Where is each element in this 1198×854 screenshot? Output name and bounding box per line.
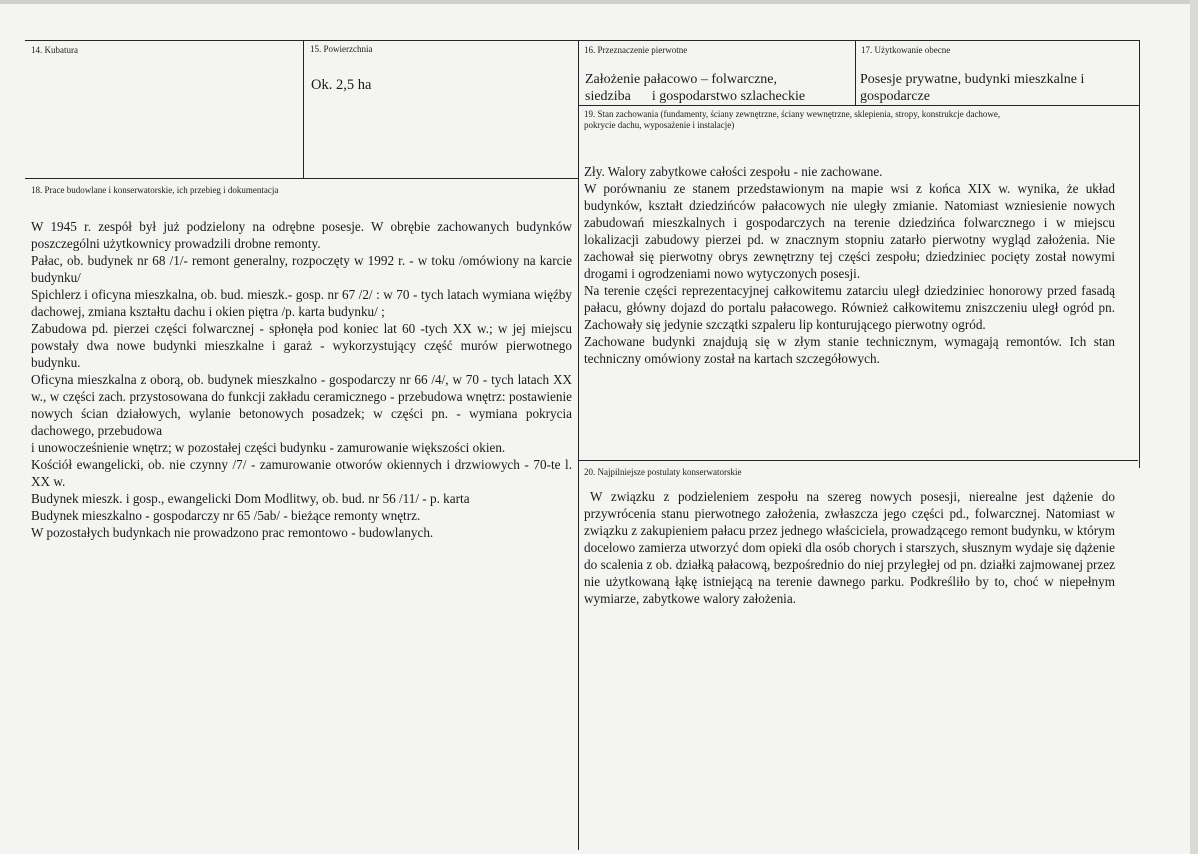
- przeznaczenie-label: 16. Przeznaczenie pierwotne: [584, 45, 688, 55]
- uzytkowanie-label: 17. Użytkowanie obecne: [861, 45, 951, 55]
- prace-paragraph-4: Zabudowa pd. pierzei części folwarcznej - spłonęła pod koniec lat 60 -tych XX w.; w jej miejscu powstały dwa nowe budynki mieszkalne i garaż - wykorzystujący część murów pierwotnego budynku.: [31, 321, 572, 370]
- grid-line-top: [25, 40, 1140, 41]
- postulaty-text: [584, 488, 1115, 607]
- powierzchnia-label: 15. Powierzchnia: [310, 44, 373, 54]
- grid-line-col2: [578, 40, 579, 850]
- postulaty-paragraph-1: W związku z podzieleniem zespołu na szereg nowych posesji, nierealne jest dążenie do przywrócenia stanu pierwotnego założenia, zwłaszcza jego części pd., folwarcznej. Natomiast w związku z zakupieniem pałacu przez jednego właściciela, prowadzącego remont budynku, w którym docelowo zamierza utworzyć dom opieki dla osób chorych i starszych, słusznym wydaje się dążenie do scalenia z ob. działką pałacową, bezpośrednio do niej przyległej od pn. działki zajmowanej przez nie użytkowaną łąkę istniejącą na terenie dawnego parku. Podkreśliło by to, choć w niepełnym wymiarze, zabytkowe walory założenia.: [584, 489, 1115, 606]
- grid-line-col1: [303, 40, 304, 178]
- grid-line-mid-left: [25, 178, 578, 179]
- scan-top-band: [0, 0, 1198, 4]
- prace-label: 18. Prace budowlane i konserwatorskie, ich przebieg i dokumentacja: [31, 185, 279, 195]
- stan-text: [584, 163, 1115, 367]
- grid-line-row1-right: [578, 105, 1140, 106]
- prace-paragraph-5: Oficyna mieszkalna z oborą, ob. budynek mieszkalno - gospodarczy nr 66 /4/, w 70 - tych latach XX w., w części zach. przystosowana do funkcji zakładu ceramicznego - przebudowa wnętrz: postawienie nowych ścian działowych, wylanie betonowych posadzek; w części pn. - wymiana pokrycia dachowego, przebudowa: [31, 372, 572, 438]
- przeznaczenie-line-1: Założenie pałacowo – folwarczne,: [585, 72, 778, 87]
- uzytkowanie-line-1: Posesje prywatne, budynki mieszkalne i: [860, 72, 1085, 87]
- stan-paragraph-1: Zły. Walory zabytkowe całości zespołu - nie zachowane.: [584, 164, 883, 179]
- stan-label: 19. Stan zachowania (fundamenty, ściany zewnętrzne, ściany wewnętrzne, sklepienia, stropy, konstrukcje dachowe, pokrycie dachu, wyposażenie i instalacje): [584, 109, 1001, 130]
- scan-right-edge: [1190, 0, 1198, 854]
- prace-paragraph-6: i unowocześnienie wnętrz; w pozostałej części budynku - zamurowanie większości okien.: [31, 440, 506, 455]
- grid-line-mid-right: [578, 460, 1138, 461]
- przeznaczenie-line-2: siedziba i gospodarstwo szlacheckie: [585, 89, 806, 104]
- postulaty-label: 20. Najpilniejsze postulaty konserwatorskie: [584, 467, 742, 477]
- prace-text: [31, 218, 572, 541]
- stan-paragraph-4: Zachowane budynki znajdują się w złym stanie technicznym, wymagają remontów. Ich stan techniczny omówiony został na kartach szczegółowych.: [584, 334, 1115, 366]
- stan-paragraph-3: Na terenie części reprezentacyjnej całkowitemu zatarciu uległ dziedziniec honorowy przed fasadą pałacu, główny dojazd do portalu pałacowego. Również całkowitemu zniszczeniu uległ ogród pn. Zachowały się jedynie szczątki szpaleru lip konturującego pierwotny ogród.: [584, 283, 1115, 332]
- prace-paragraph-8: Budynek mieszk. i gosp., ewangelicki Dom Modlitwy, ob. bud. nr 56 /11/ - p. karta: [31, 491, 470, 506]
- stan-paragraph-2: W porównaniu ze stanem przedstawionym na mapie wsi z końca XIX w. wynika, że układ budynków, kształt dziedzińców pałacowych nie uległy zmianie. Natomiast wzniesienie nowych zabudowań mieszkalnych i gospodarczych na terenie dziedzińca folwarcznego i w miejscu lokalizacji zabudowy pierzei pd. w znacznym stopniu zatarło pierwotny wygląd założenia. Nie zachował się pierwotny obrys zewnętrzny tej części zespołu; dziedziniec pocięty został nowymi drogami i ogrodzeniami nowo wytyczonych posesji.: [584, 181, 1115, 281]
- prace-paragraph-1: W 1945 r. zespół był już podzielony na odrębne posesje. W obrębie zachowanych budynków poszczególni użytkownicy prowadzili drobne remonty.: [31, 219, 572, 251]
- uzytkowanie-line-2: gospodarcze: [860, 89, 930, 104]
- prace-paragraph-9: Budynek mieszkalno - gospodarczy nr 65 /5ab/ - bieżące remonty wnętrz.: [31, 508, 421, 523]
- grid-line-col3: [855, 40, 856, 105]
- prace-paragraph-7: Kościół ewangelicki, ob. nie czynny /7/ - zamurowanie otworów okiennych i drzwiowych - 70-te l. XX w.: [31, 457, 572, 489]
- powierzchnia-value: Ok. 2,5 ha: [311, 77, 372, 93]
- grid-line-right-edge: [1139, 40, 1140, 468]
- prace-paragraph-2: Pałac, ob. budynek nr 68 /1/- remont generalny, rozpoczęty w 1992 r. - w toku /omówiony na karcie budynku/: [31, 253, 572, 285]
- kubatura-label: 14. Kubatura: [31, 45, 78, 55]
- prace-paragraph-3: Spichlerz i oficyna mieszkalna, ob. bud. mieszk.- gosp. nr 67 /2/ : w 70 - tych latach wymiana więźby dachowej, zmiana kształtu dachu i okien piętra /p. karta budynku/ ;: [31, 287, 572, 319]
- prace-paragraph-10: W pozostałych budynkach nie prowadzono prac remontowo - budowlanych.: [31, 525, 434, 540]
